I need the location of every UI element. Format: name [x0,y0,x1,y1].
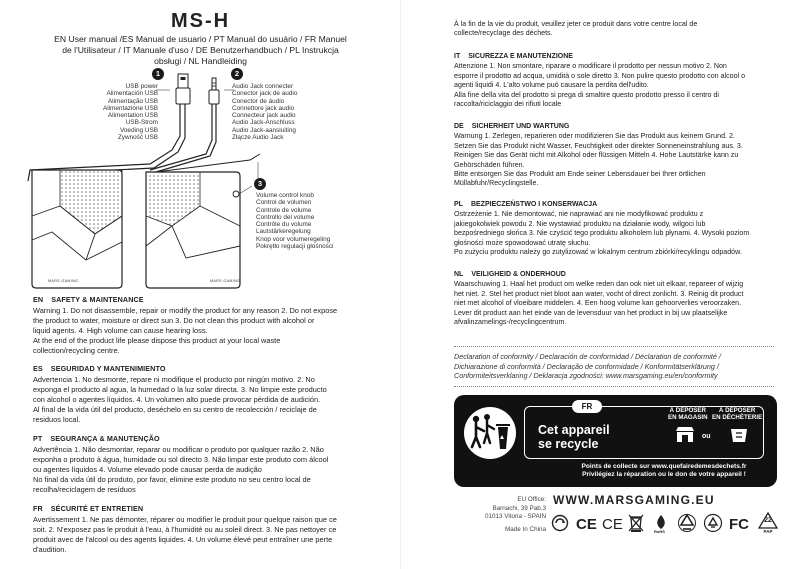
section-line: Avertissement 1. Ne pas démonter, réparer ou modifier le produit pour quelque raison que ce [33,514,337,524]
or-label: ou [702,433,711,440]
jack-label: Connecteur jack audio [232,112,296,120]
conformity-line: Dichiarazione di conformità / Declaração de conformidade / Konformitätserklärung / [454,361,719,371]
volume-label: Lautstärkeregelung [256,228,311,236]
jack-label: Conector de áudio [232,97,285,105]
section-line: afvalinzamelings-/recyclingcentrum. [454,318,567,327]
speaker-brand-left: MARS GAMING [48,279,79,283]
svg-text:CE: CE [602,516,623,532]
lang-code: ES [33,364,43,373]
section-line: het niet. 2. Stel het product niet bloot aan water, vocht of direct zonlicht. 3. Reinig dit product [454,289,744,298]
recycle-loop-icon [703,513,723,533]
jack-labels [232,83,342,141]
usb-label: Alimentazione USB [102,104,158,112]
section-line: Attenzione 1. Non smontare, riparare o modificare il prodotto per nessun motivo 2. Non [454,62,727,71]
deposit-store [668,407,708,421]
usb-label: Alimentação USB [107,97,158,105]
section-heading [33,295,378,305]
jack-label: Złącze Audio Jack [232,134,284,142]
section-line: Waarschuwing 1. Haal het product om welke reden dan ook niet uit elkaar, repareer of wijzig [454,280,744,289]
usb-label: USB-Strom [125,119,158,127]
volume-label: Controllo del volume [256,213,315,221]
section-line: Ostrzeżenie 1. Nie demontować, nie naprawiać ani nie modyfikować produktu z [454,210,704,219]
office-line: Made In China [505,525,546,533]
section-heading [454,200,774,209]
office-line: EU Office: [517,496,546,503]
section-line: Alla fine della vita del prodotto si prega di smaltire questo prodotto presso il centro di [454,90,719,99]
section-line: residuos local. [33,414,81,424]
right-page [401,0,802,569]
section-de [454,122,774,189]
cet-appareil-text [538,423,610,451]
usb-label: Alimentación USB [106,90,158,98]
recycle-loop-icon [677,513,697,533]
section-line: agenti liquidi 4. L'alto volume può causare la perdita dell'udito. [454,81,649,90]
rohs-icon [651,513,671,533]
volume-label: Knop voor volumeregeling [256,235,331,243]
subtitle-line: obsługi / NL Handleiding [154,56,247,66]
office-line: 01013 Vitoria - SPAIN [484,513,546,521]
badge-volume: 3 [254,178,266,190]
subtitle-line: de l'Utilisateur / IT Manuale d'uso / DE Benutzerhandbuch / PL Instrukcja [62,45,339,55]
declaration-of-conformity [454,352,784,381]
badge-jack: 2 [231,68,243,80]
lang-code: DE [454,123,464,130]
heading-text: SICUREZZA E MANUTENZIONE [468,53,573,60]
section-line: Advertencia 1. No desmonte, repare ni modifique el producto por ningún motivo. 2. No [33,374,315,384]
section-line: głośności może spowodować utratę słuchu. [454,238,591,247]
country-badge: FR [572,400,602,413]
recycling-number: 22 [764,517,772,524]
section-line: Warnung 1. Zerlegen, reparieren oder modifizieren Sie das Produkt aus keinem Grund. 2. [454,132,735,141]
section-heading [454,122,774,131]
section-line: Advertência 1. Não desmontar, reparar ou modificar o produto por qualquer razão 2. Não [33,444,324,454]
lang-code: IT [454,53,461,60]
section-line: the product to water, moisture or direct sun 3. Do not clean this product with alcohol or [33,315,315,325]
subtitle-line: EN User manual /ES Manual de usuario / PT Manual do usuário / FR Manuel [54,34,347,44]
fc-icon [729,514,751,532]
lang-code: FR [33,504,43,513]
section-line: At the end of the product life please dispose this product at your local waste [33,335,281,345]
recycling-code: PAP [763,529,773,534]
section-line: jakiegokolwiek powodu 2. Nie wystawiać produktu na działanie wody, wilgoci lub [454,219,706,228]
conformity-line: Conformiteitsverklaring / Deklaracja zgodności: www.marsgaming.eu/en/conformity [454,371,718,381]
product-diagram [0,66,401,292]
section-en [33,295,378,355]
section-line: Reinigen Sie das Gerät nicht mit Alkohol oder flüssigen Mitteln 4. Hohe Lautstärke kann zu [454,151,739,160]
conformity-line: Declaration of conformity / Declaración de conformidad / Déclaration de conformité / [454,352,721,361]
deposit-line: À DÉPOSER [718,407,756,414]
divider-bottom [454,386,774,387]
heading-text: VEILIGHEID & ONDERHOUD [471,271,566,278]
section-line: Warning 1. Do not disassemble, repair or modify the product for any reason 2. Do not expose [33,305,338,315]
jack-label: Audio Jack-Anschluss [232,119,295,127]
section-es [33,364,378,424]
usb-label: Alimentation USB [107,112,158,120]
cet-line: se recycle [538,437,599,451]
section-line: raccolta/riciclaggio dei rifiuti locale [454,100,562,109]
jack-label: Conector jack de audio [232,90,298,98]
deposit-line: À DÉPOSER [669,407,706,414]
section-line: collecte/recyclage des déchets. [454,29,553,38]
fr-continuation [454,20,774,39]
dump-bin-icon [728,425,750,443]
deposit-line: EN MAGASIN [668,414,708,421]
section-heading [33,434,378,444]
lang-code: PT [33,434,43,443]
heading-text: SEGURANÇA & MANUTENÇÃO [50,434,160,443]
heading-text: SÉCURITÉ ET ENTRETIEN [50,504,144,513]
section-line: recolha/reciclagem de resíduos [33,484,136,494]
compliance-icons [551,512,783,536]
section-line: con alcohol o agentes líquidos. 4. Un volumen alto puede provocar pérdida de audición. [33,394,321,404]
section-line: Bitte entsorgen Sie das Produkt am Ende seiner Lebensdauer bei Ihrer örtlichen [454,170,706,179]
section-line: collection/recycling centre. [33,345,120,355]
section-line: ou agentes líquidos 4. Volume elevado pode causar perda de audição [33,464,262,474]
heading-text: SAFETY & MAINTENANCE [51,295,144,304]
lang-code: EN [33,295,44,304]
section-heading [454,270,774,279]
volume-label: Pokrętło regulacji głośności [256,243,334,251]
section-line: bezpośredniego słońca 3. Nie czyścić tego produktu alkoholem lub płynami. 4. Wysoki poziom [454,229,750,238]
section-line: esporre il prodotto ad acqua, umidità o sole diretto 3. Non pulire questo prodotto con alcool o [454,71,746,80]
section-pt [33,434,378,494]
section-line: No final da vida útil do produto, por favor, elimine este produto no seu centro local de [33,474,311,484]
section-line: exponha o produto à água, humidade ou sol directo 3. Não limpar este produto com álcool [33,454,329,464]
office-line: Barnachi, 39 Pab.3 [492,504,546,512]
volume-labels [256,192,376,250]
section-line: Gehörschäden führen. [454,160,525,169]
cet-line: Cet appareil [538,423,610,437]
section-line: niet met alcohol of vloeibare middelen. 4. Een hoog volume kan gehoorverlies veroorzaken. [454,299,742,308]
svg-text:CE: CE [576,516,597,532]
section-line: À la fin de la vie du produit, veuillez jeter ce produit dans votre centre local de [454,20,698,28]
heading-text: SEGURIDAD Y MANTENIMIENTO [50,364,166,373]
section-line: Lever dit product aan het einde van de levensduur van het product in bij uw plaatselijke [454,308,728,317]
lang-code: PL [454,201,463,208]
section-heading [33,504,378,514]
section-pl [454,200,774,257]
section-line: Po zużyciu produktu należy go zutylizować w lokalnym centrum zbiórki/recyklingu odpadów. [454,248,742,257]
volume-label: Contrôle du volume [256,221,312,229]
product-title: MS-H [170,10,231,32]
brand-website: WWW.MARSGAMING.EU [553,493,715,507]
section-line: d'audition. [33,544,67,554]
weee-bin-icon [627,513,645,533]
volume-label: Control de volumen [256,199,312,207]
collection-line: Privilégiez la réparation ou le don de votre appareil ! [582,471,746,478]
lang-code: NL [454,271,464,278]
manual-subtitle [30,34,371,67]
volume-label: Volume control knob [256,192,314,199]
jack-label: Audio Jack connecter [232,83,294,90]
svg-text:FC: FC [729,516,749,532]
usb-label: USB power [125,83,158,90]
usb-labels [70,83,158,141]
usb-label: Zywność USB [117,134,158,142]
divider-top [454,346,774,347]
jack-label: Audio Jack-aansluiting [232,126,296,134]
section-fr [33,504,378,555]
ce-icon [575,514,597,532]
section-line: produit avec de l'alcool ou des agents liquides. 4. Un volume élevé peut entraîner une perte [33,534,333,544]
deposit-dump [712,407,762,421]
section-line: liquid agents. 4. High volume can cause hearing loss. [33,325,208,335]
heading-text: SICHERHEIT UND WARTUNG [471,123,570,130]
section-line: exponga el producto al agua, la humedad o la luz solar directa. 3. No limpie este producto [33,384,327,394]
collection-points [554,463,774,479]
shop-icon [674,425,696,443]
collection-line: Points de collecte sur www.quefairedemesdechets.fr [581,463,747,470]
section-line: Setzen Sie das Produkt nicht Wasser, Feuchtigkeit oder direkter Sonneneinstrahlung aus. 3. [454,141,743,150]
jack-label: Connettore jack audio [232,104,295,112]
section-nl [454,270,774,327]
deposit-line: EN DÉCHÈTERIE [712,414,763,421]
triman-logo-icon [462,405,518,461]
section-heading [33,364,378,374]
recycle-icon [551,514,569,532]
section-line: Al final de la vida útil del producto, deséchelo en su centro de recolección / reciclaje de [33,404,317,414]
triman-recycling-box [454,395,777,487]
heading-text: BEZPIECZEŃSTWO I KONSERWACJA [470,201,598,208]
section-heading [454,52,774,61]
badge-usb: 1 [152,68,164,80]
ce-icon [601,514,623,532]
volume-label: Controle de volume [256,206,312,214]
section-line: Müllabfuhr/Recyclingstelle. [454,179,539,188]
usb-label: Voeding USB [119,126,158,134]
svg-text:RoHS: RoHS [654,529,665,533]
eu-office-address [461,496,546,534]
section-it [454,52,774,109]
speaker-brand-right: MARS GAMING [210,279,241,283]
section-line: soit. 2. N'exposez pas le produit à l'eau, à l'humidité ou au soleil direct. 3. Ne pas nettoyer ce [33,524,337,534]
